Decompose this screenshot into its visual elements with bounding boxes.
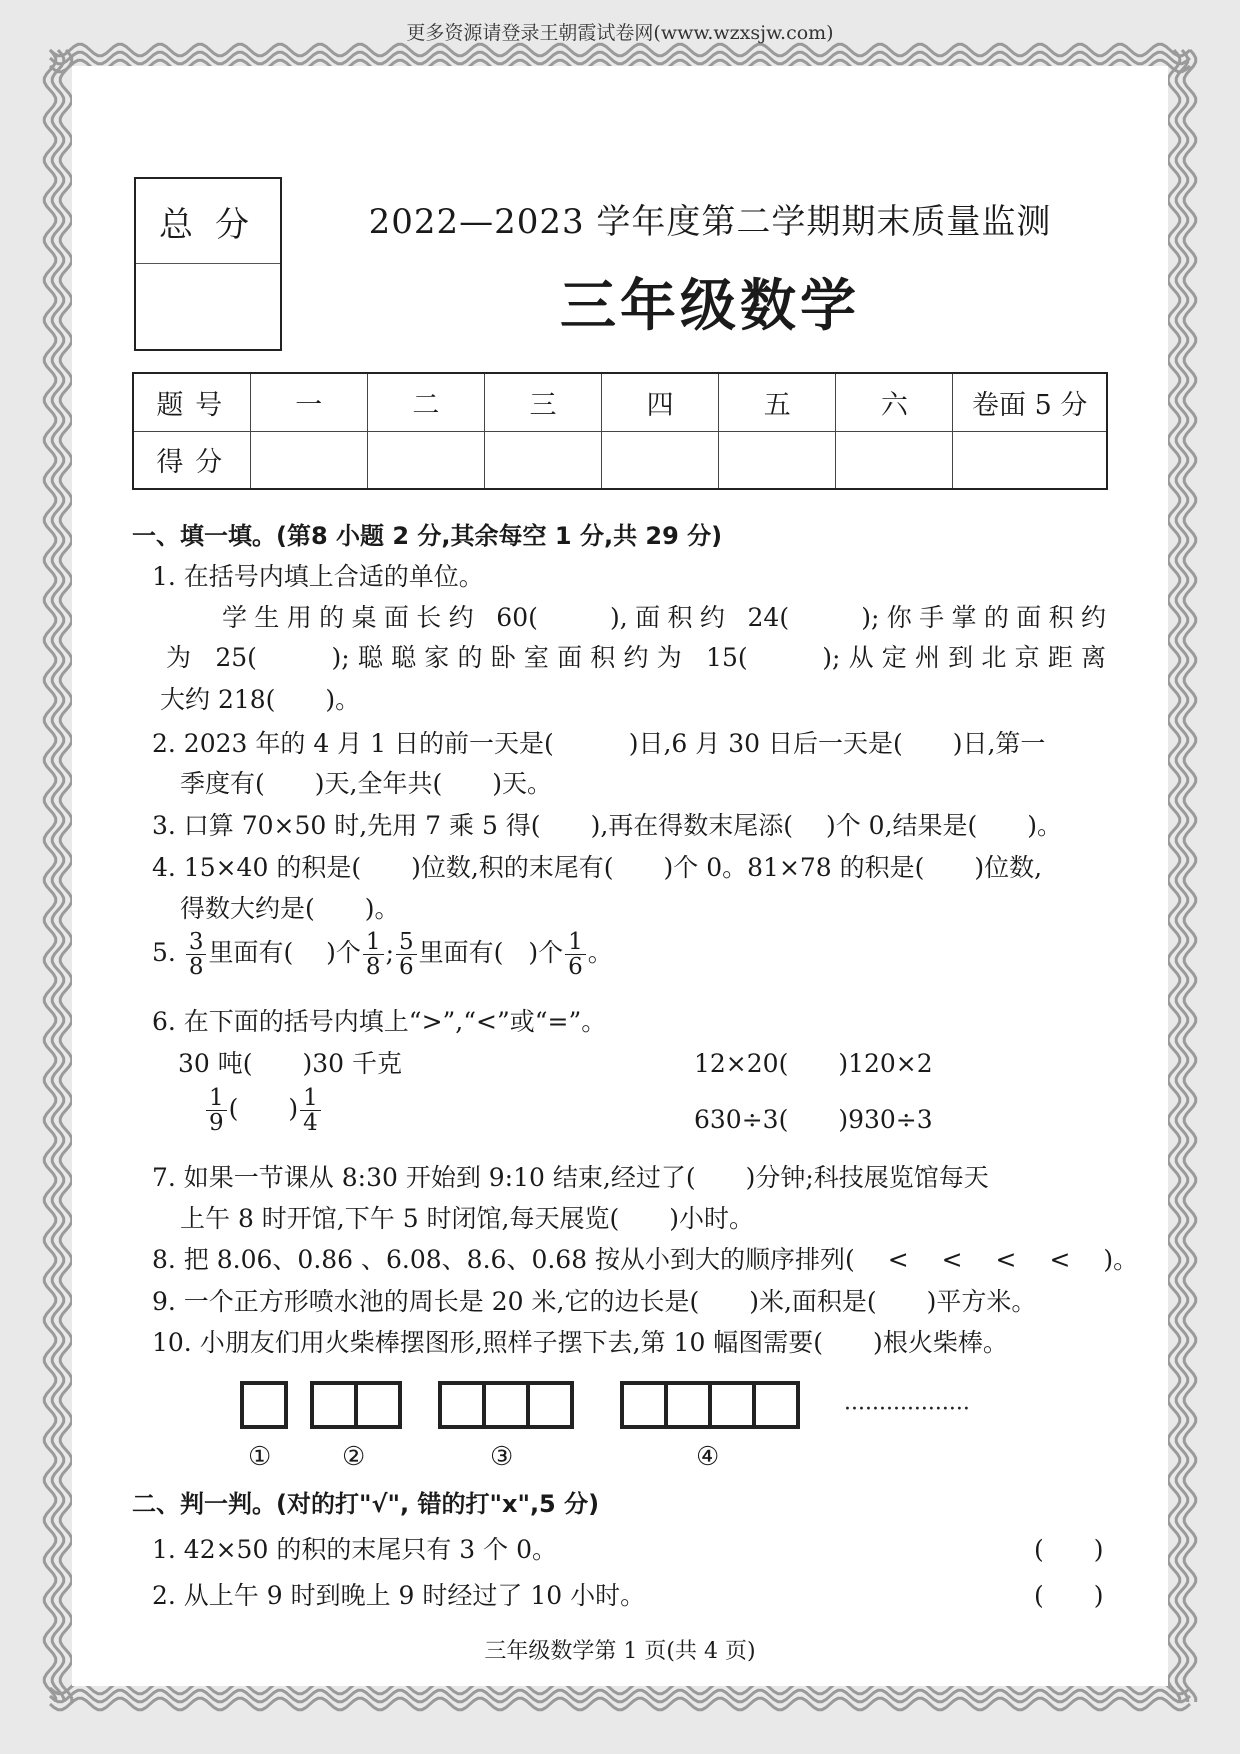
question-number-header: 题号: [133, 373, 250, 431]
border-wave: [50, 52, 1190, 63]
question-5-number: 5.: [152, 938, 176, 968]
question-7-line: 上午 8 时开馆,下午 5 时闭馆,每天展览( )小时。: [180, 1204, 755, 1233]
question-2-line: 季度有( )天,全年共( )天。: [180, 769, 552, 798]
fraction-numerator: 1: [363, 930, 384, 955]
total-score-box: [134, 177, 282, 351]
fraction-denominator: 8: [365, 954, 381, 981]
matchstick-square: [356, 1383, 400, 1427]
score-cell[interactable]: [484, 431, 601, 489]
judge-question: 1. 42×50 的积的末尾只有 3 个 0。: [152, 1535, 557, 1564]
fraction: [396, 930, 417, 979]
score-column-header: 三: [484, 373, 601, 431]
question-1-line: 大约 218( )。: [160, 685, 361, 714]
matchstick-square: [242, 1383, 286, 1427]
matchstick-square: [528, 1383, 572, 1427]
fraction-denominator: 9: [209, 1110, 224, 1137]
question-6-stem: 6. 在下面的括号内填上“>”,“<”或“=”。: [152, 1007, 607, 1036]
question-8: 8. 把 8.06、0.86 、6.08、8.6、0.68 按从小到大的顺序排列( < < < < )。: [152, 1245, 1139, 1274]
matchstick-square: [754, 1383, 798, 1427]
score-cell[interactable]: [250, 431, 367, 489]
figure-label: ④: [696, 1442, 720, 1472]
question-5-text: 里面有( )个: [208, 938, 361, 968]
question-3: 3. 口算 70×50 时,先用 7 乘 5 得( ),再在得数末尾添( )个 0,结果是( )。: [152, 811, 1063, 840]
answer-blank[interactable]: ( ): [1034, 1581, 1104, 1610]
question-10: 10. 小朋友们用火柴棒摆图形,照样子摆下去,第 10 幅图需要( )根火柴棒。: [152, 1328, 1008, 1357]
score-cell[interactable]: [602, 431, 719, 489]
question-9: 9. 一个正方形喷水池的周长是 20 米,它的边长是( )米,面积是( )平方米。: [152, 1287, 1037, 1316]
figure-label: ②: [342, 1442, 366, 1472]
fraction: [565, 930, 586, 979]
page-footer: 三年级数学第 1 页(共 4 页): [484, 1639, 756, 1664]
fraction-denominator: 8: [188, 954, 204, 981]
score-column-header: 六: [836, 373, 953, 431]
fraction-numerator: 1: [565, 930, 586, 955]
question-6-compare: 12×20( )120×2: [694, 1049, 933, 1078]
fraction: [363, 930, 384, 979]
score-cell[interactable]: [719, 431, 836, 489]
border-wave: [50, 44, 1190, 55]
total-score-field[interactable]: [136, 264, 280, 348]
question-6-compare: 30 吨( )30 千克: [178, 1049, 403, 1078]
score-column-header: 二: [367, 373, 484, 431]
continuation-dots: ··················: [844, 1397, 970, 1422]
fraction-numerator: 1: [300, 1086, 321, 1111]
fraction-denominator: 6: [568, 954, 583, 981]
score-cell[interactable]: [953, 431, 1107, 489]
border-wave: [50, 1690, 1190, 1701]
question-6-compare: [204, 1086, 323, 1135]
site-header: 更多资源请登录王朝霞试卷网(www.wzxsjw.com): [406, 22, 834, 44]
fraction: [186, 930, 207, 979]
score-column-header: 卷面 5 分: [953, 373, 1107, 431]
question-6-compare: 630÷3( )930÷3: [694, 1105, 933, 1134]
total-score-label: 总分: [136, 179, 280, 264]
question-2-line: 2. 2023 年的 4 月 1 日的前一天是( )日,6 月 30 日后一天是( )日,第一: [152, 729, 1046, 758]
matchstick-square: [484, 1383, 528, 1427]
score-column-header: 五: [719, 373, 836, 431]
matchstick-square: [622, 1383, 666, 1427]
fraction: [206, 1086, 227, 1135]
question-5-text: ;: [385, 938, 394, 968]
matchstick-square: [312, 1383, 356, 1427]
matchstick-square: [440, 1383, 484, 1427]
fraction-numerator: 5: [396, 930, 417, 955]
section-1-title: 一、填一填。(第8 小题 2 分,其余每空 1 分,共 29 分): [132, 522, 723, 550]
figure-label: ③: [490, 1442, 514, 1472]
border-wave: [50, 1698, 1190, 1709]
matchstick-figures: [230, 1372, 1030, 1438]
fraction-denominator: 6: [399, 954, 414, 981]
question-1-line: 为 25( );聪聪家的卧室面积约为 15( );从定州到北京距离: [166, 643, 1106, 672]
question-7-line: 7. 如果一节课从 8:30 开始到 9:10 结束,经过了( )分钟;科技展览馆每天: [152, 1163, 989, 1192]
question-1-line: 学生用的桌面长约 60( ),面积约 24( );你手掌的面积约: [222, 603, 1106, 632]
fraction: [300, 1086, 321, 1135]
question-4-line: 4. 15×40 的积是( )位数,积的末尾有( )个 0。81×78 的积是( )位数,: [152, 853, 1043, 882]
score-table-header-row: [133, 373, 1107, 431]
section-2-title: 二、判一判。(对的打"√", 错的打"x",5 分): [132, 1490, 600, 1518]
question-5-text: 里面有( )个: [418, 938, 564, 968]
score-table: [132, 372, 1108, 490]
score-row-header: 得分: [133, 431, 250, 489]
fraction-numerator: 3: [186, 930, 207, 955]
score-column-header: 四: [602, 373, 719, 431]
judge-question: 2. 从上午 9 时到晚上 9 时经过了 10 小时。: [152, 1581, 646, 1610]
question-5: [152, 930, 613, 979]
matchstick-square: [710, 1383, 754, 1427]
score-column-header: 一: [250, 373, 367, 431]
compare-blank[interactable]: ( ): [228, 1094, 299, 1124]
score-cell[interactable]: [367, 431, 484, 489]
score-table-score-row: [133, 431, 1107, 489]
matchstick-square: [666, 1383, 710, 1427]
question-4-line: 得数大约是( )。: [180, 894, 400, 923]
subject-title: 三年级数学: [560, 274, 860, 339]
fraction-denominator: 4: [303, 1110, 318, 1137]
score-cell[interactable]: [836, 431, 953, 489]
figure-label: ①: [248, 1442, 272, 1472]
question-5-text: 。: [587, 938, 613, 968]
exam-title: 2022—2023 学年度第二学期期末质量监测: [368, 202, 1052, 242]
question-1-stem: 1. 在括号内填上合适的单位。: [152, 562, 484, 591]
answer-blank[interactable]: ( ): [1034, 1535, 1104, 1564]
fraction-numerator: 1: [206, 1086, 227, 1111]
